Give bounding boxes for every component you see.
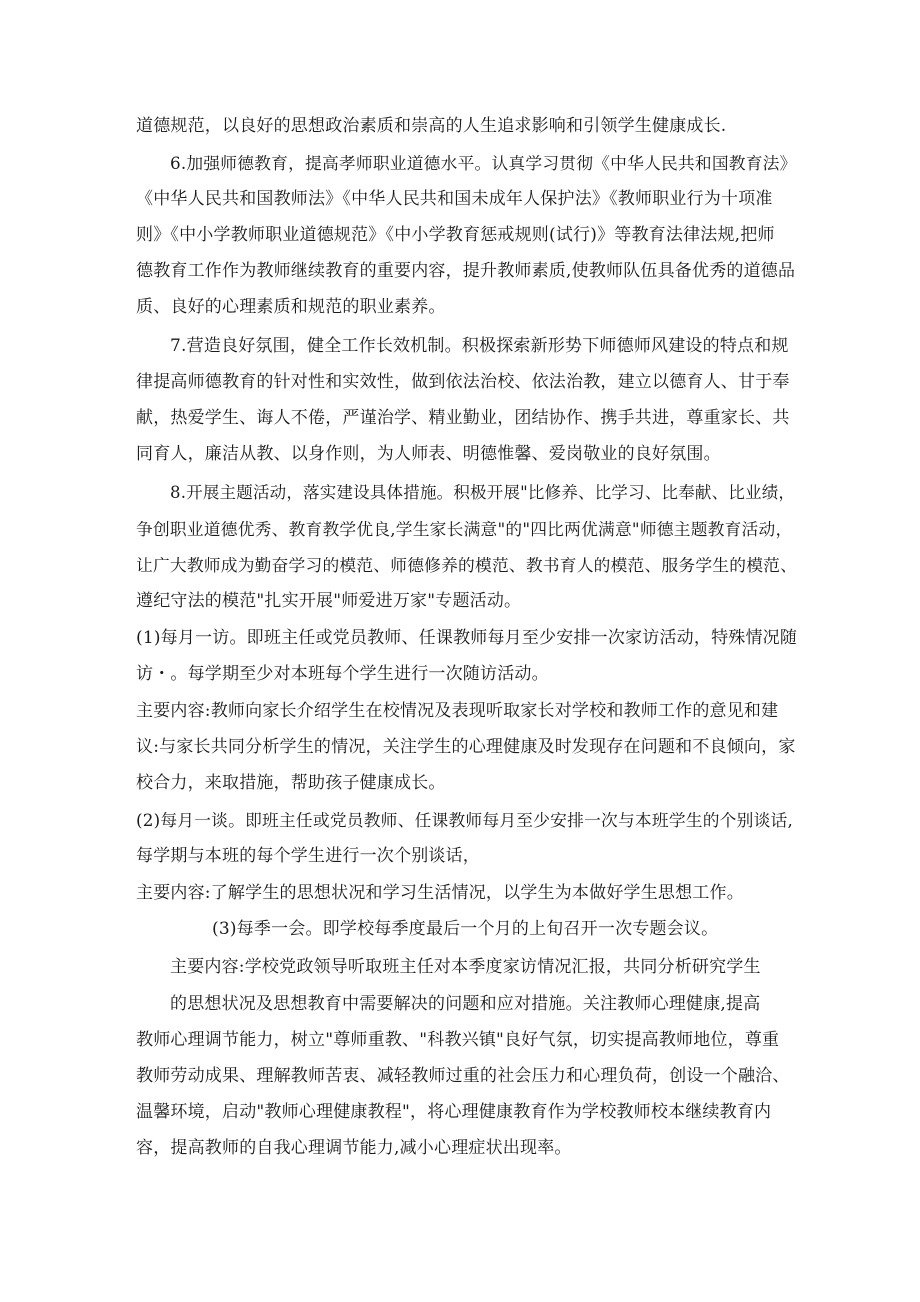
text-line: 德教育工作作为教师继续教育的重要内容，提升教师素质,使教师队伍具备优秀的道德品 [136, 261, 796, 281]
text-line: (3)每季一会。即学校每季度最后一个月的上旬召开一次专题会议。 [212, 919, 719, 939]
text-line: (1)每月一访。即班主任或党员教师、任课教师每月至少安排一次家访活动，特殊情况随 [136, 628, 798, 648]
text-line: 主要内容:学校党政领导听取班主任对本季度家访情况汇报，共同分析研究学生 [170, 957, 761, 977]
text-line: 让广大教师成为勤奋学习的模范、师德修养的模范、教书育人的模范、服务学生的模范、 [136, 555, 798, 575]
text-line: 《中华人民共和国教师法》《中华人民共和国未成年人保护法》《教师职业行为十项准 [136, 189, 773, 209]
text-line: 道德规范，以良好的思想政治素质和崇高的人生追求影响和引领学生健康成长. [136, 116, 727, 136]
text-line: 教师心理调节能力，树立"尊师重教、"科教兴镇"良好气氛，切实提高教师地位，尊重 [136, 1030, 780, 1050]
text-line: 的思想状况及思想教育中需要解决的问题和应对措施。关注教师心理健康,提高 [170, 994, 761, 1014]
text-line: 遵纪守法的模范"扎实开展"师爱进万家"专题活动。 [136, 591, 522, 611]
text-line: 则》《中小学教师职业道德规范》《中小学教育惩戒规则(试行)》等教育法律法规,把师 [136, 225, 775, 245]
text-line: 质、良好的心理素质和规范的职业素养。 [136, 297, 446, 317]
text-line: 争创职业道德优秀、教育教学优良,学生家长满意"的"四比两优满意"师德主题教育活动， [136, 519, 793, 539]
text-line: 校合力，来取措施，帮助孩子健康成长。 [136, 773, 446, 793]
text-line: 访・。每学期至少对本班每个学生进行一次随访活动。 [136, 664, 549, 684]
text-line: 献，热爱学生、诲人不倦，严谨治学、精业勤业，团结协作、携手共进，尊重家长、共 [136, 408, 790, 428]
text-line: 6.加强师德教育，提高孝师职业道德水平。认真学习贯彻《中华人民共和国教育法》 [170, 153, 797, 173]
text-line: 主要内容:教师向家长介绍学生在校情况及表现听取家长对学校和教师工作的意见和建 [136, 701, 779, 721]
text-line: 议:与家长共同分析学生的情况，关注学生的心理健康及时发现存在问题和不良倾向，家 [136, 737, 796, 757]
text-line: 主要内容:了解学生的思想状况和学习生活情况，以学生为本做好学生思想工作。 [136, 883, 744, 903]
text-line: 律提高师德教育的针对性和实效性，做到依法治校、依法治教，建立以德育人、甘于奉 [136, 372, 790, 392]
text-line: (2)每月一谈。即班主任或党员教师、任课教师每月至少安排一次与本班学生的个别谈话, [136, 810, 794, 830]
text-line: 容，提高教师的自我心理调节能力,减小心理症状出现率。 [136, 1138, 572, 1158]
text-line: 教师劳动成果、理解教师苦衷、减轻教师过重的社会压力和心理负荷，创设一个融洽、 [136, 1066, 790, 1086]
text-line: 同育人，廉洁从教、以身作则，为人师表、明德惟馨、爱岗敬业的良好氛围。 [136, 444, 721, 464]
text-line: 温馨环境，启动"教师心理健康教程"，将心理健康教育作为学校教师校本继续教育内 [136, 1102, 772, 1122]
text-line: 8.开展主题活动，落实建设具体措施。积极开展"比修养、比学习、比奉献、比业绩， [170, 483, 796, 502]
text-line: 每学期与本班的每个学生进行一次个别谈话， [136, 846, 480, 866]
text-line: 7.营造良好氛围，健全工作长效机制。积极探索新形势下师德师风建设的特点和规 [170, 336, 789, 356]
